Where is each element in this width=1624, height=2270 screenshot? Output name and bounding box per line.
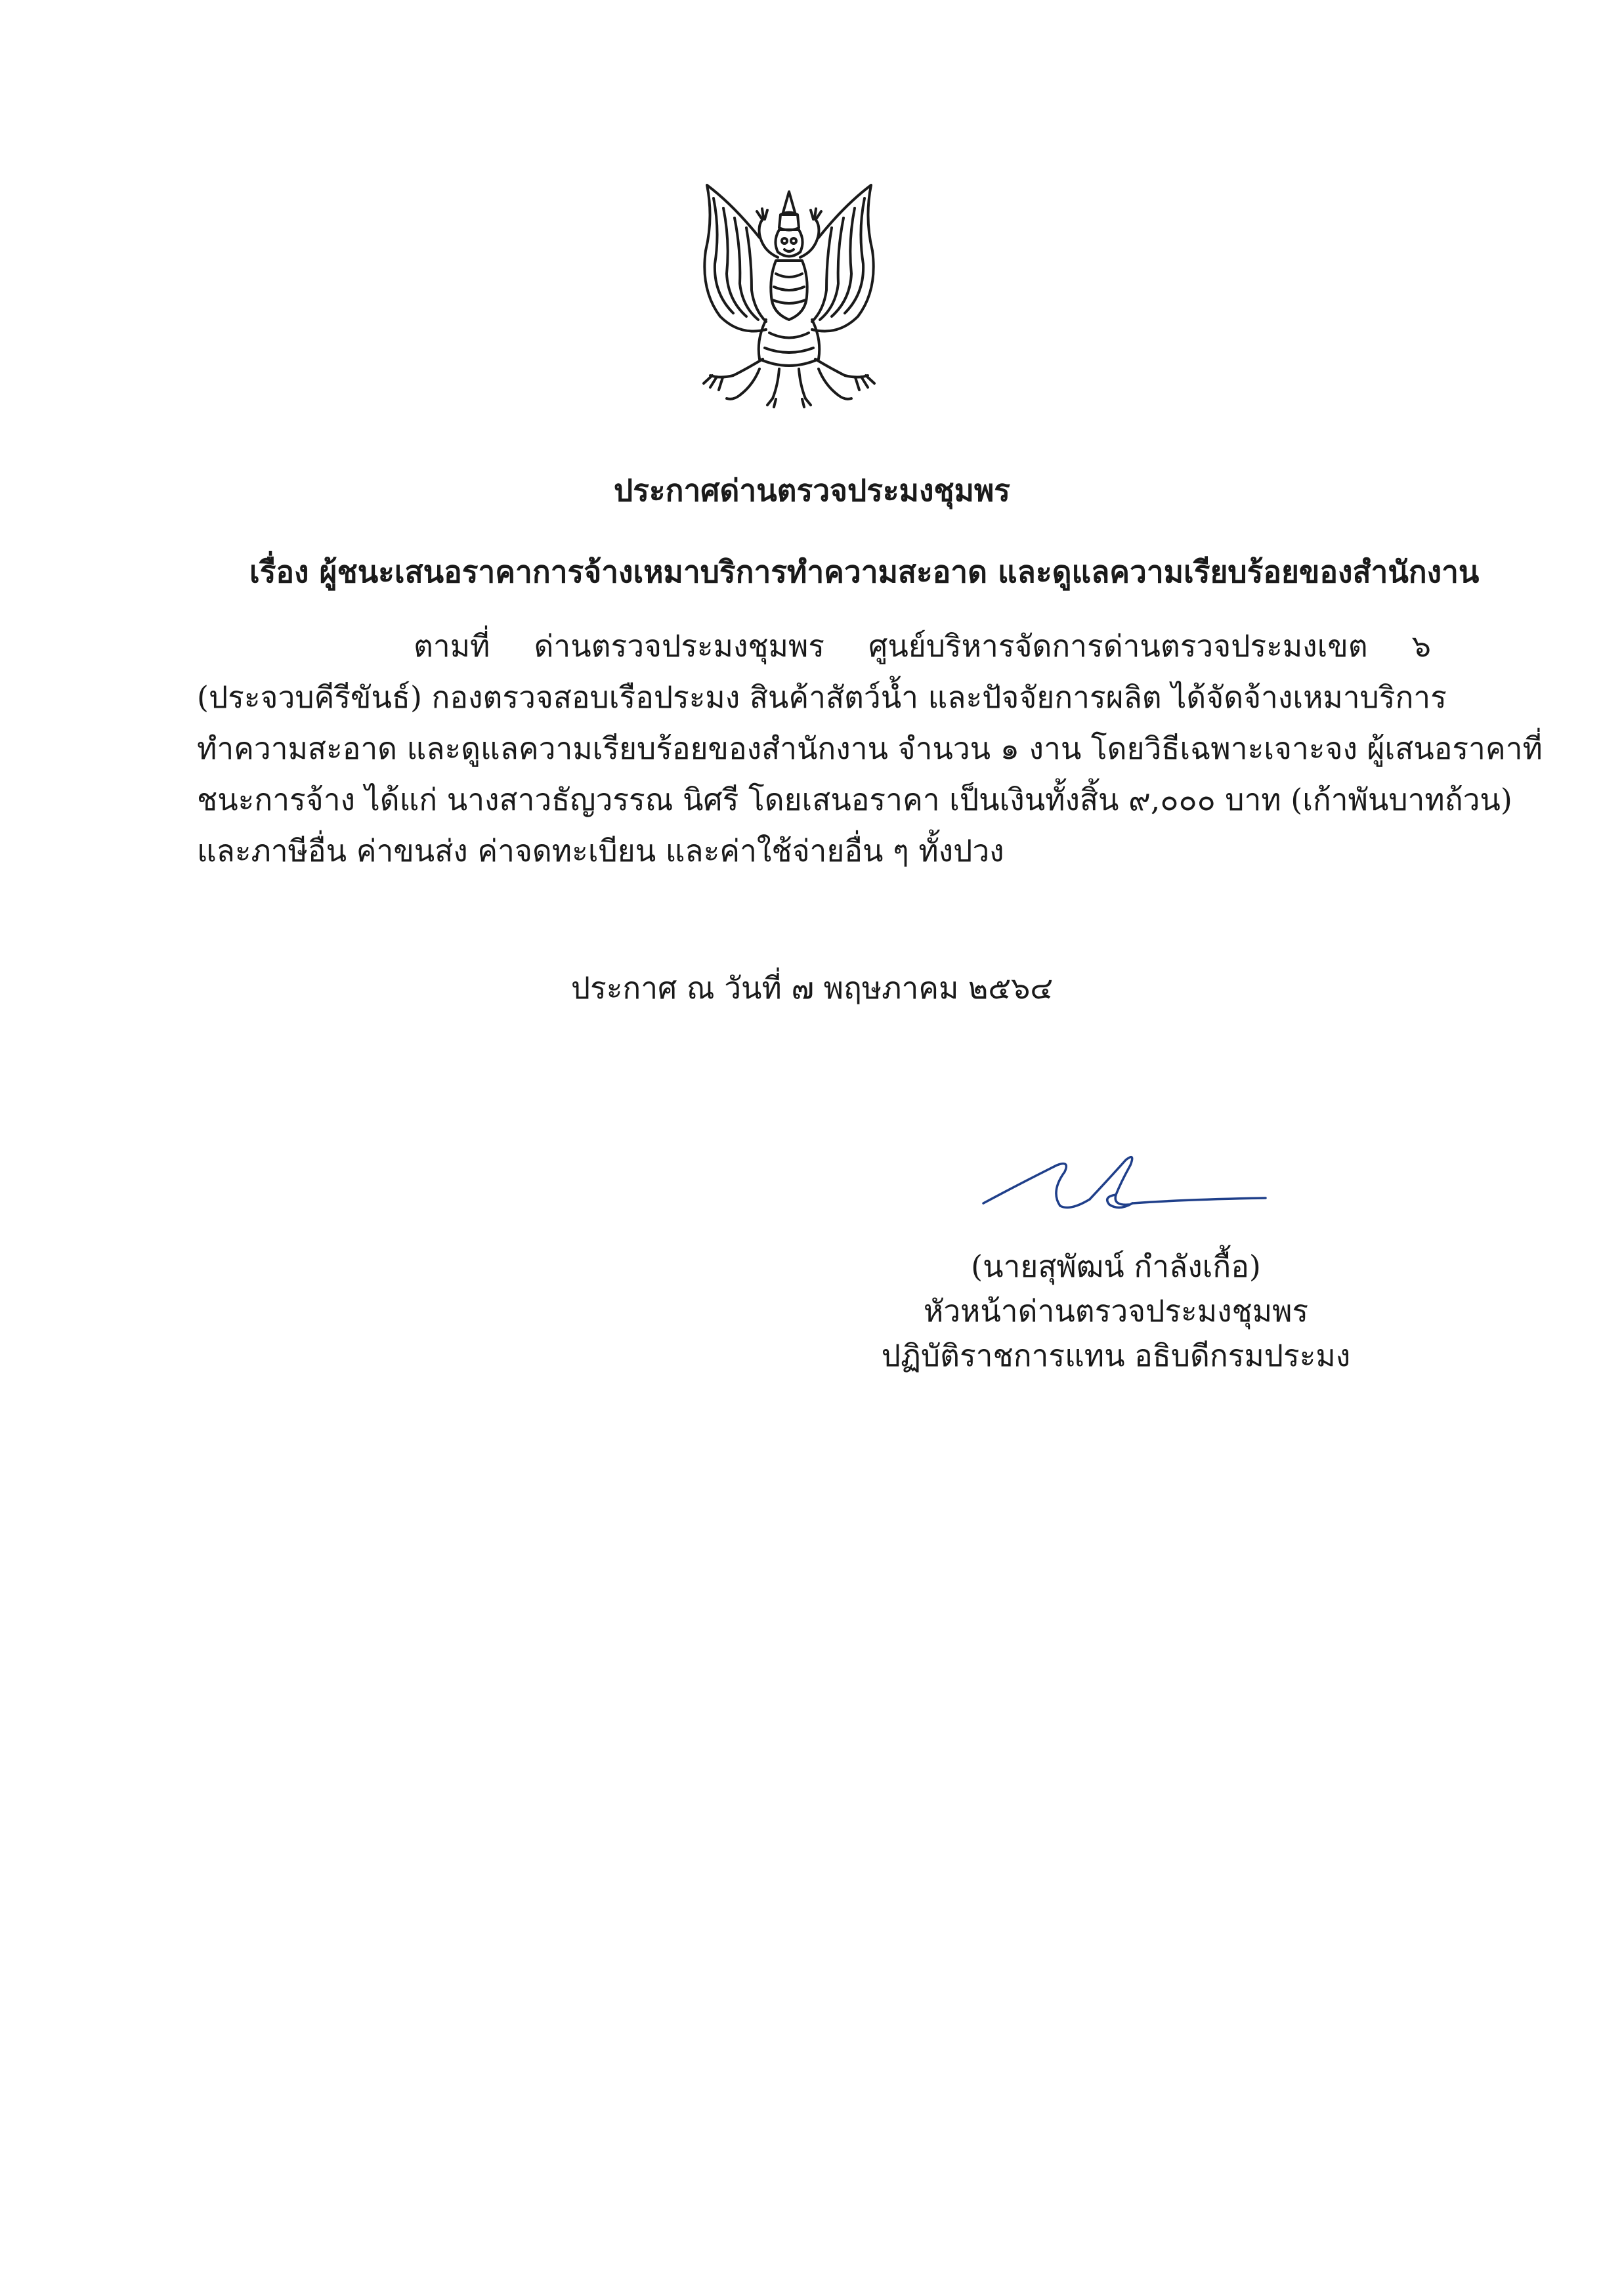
- body-line: ทำความสะอาด และดูแลความเรียบร้อยของสำนักงาน จำนวน ๑ งาน โดยวิธีเฉพาะเจาะจง ผู้เสนอราคาที่: [197, 731, 1543, 766]
- garuda-emblem-icon: [694, 179, 884, 408]
- handwritten-signature-icon: [978, 1146, 1273, 1218]
- signer-acting-for: ปฏิบัติราชการแทน อธิบดีกรมประมง: [881, 1338, 1351, 1373]
- announcement-body: [197, 620, 1543, 876]
- announcement-subject: เรื่อง ผู้ชนะเสนอราคาการจ้างเหมาบริการทำความสะอาด และดูแลความเรียบร้อยของสำนักงาน: [249, 554, 1480, 589]
- announcement-title: ประกาศด่านตรวจประมงชุมพร: [614, 473, 1010, 508]
- announcement-date: ประกาศ ณ วันที่ ๗ พฤษภาคม ๒๕๖๔: [570, 970, 1054, 1006]
- body-line: และภาษีอื่น ค่าขนส่ง ค่าจดทะเบียน และค่าใช้จ่ายอื่น ๆ ทั้งปวง: [197, 833, 1004, 868]
- body-line: ตามที่ ด่านตรวจประมงชุมพร ศูนย์บริหารจัดการด่านตรวจประมงเขต ๖: [414, 628, 1431, 664]
- body-line: (ประจวบคีรีขันธ์) กองตรวจสอบเรือประมง สินค้าสัตว์น้ำ และปัจจัยการผลิต ได้จัดจ้างเหมาบริการ: [197, 679, 1447, 715]
- signer-block: [853, 1244, 1378, 1378]
- signer-name: (นายสุพัฒน์ กำลังเกื้อ): [971, 1249, 1261, 1284]
- signer-position: หัวหน้าด่านตรวจประมงชุมพร: [923, 1293, 1309, 1329]
- body-line: ชนะการจ้าง ได้แก่ นางสาวธัญวรรณ นิศรี โดยเสนอราคา เป็นเงินทั้งสิ้น ๙,๐๐๐ บาท (เก้าพันบาทถ้วน): [197, 782, 1512, 817]
